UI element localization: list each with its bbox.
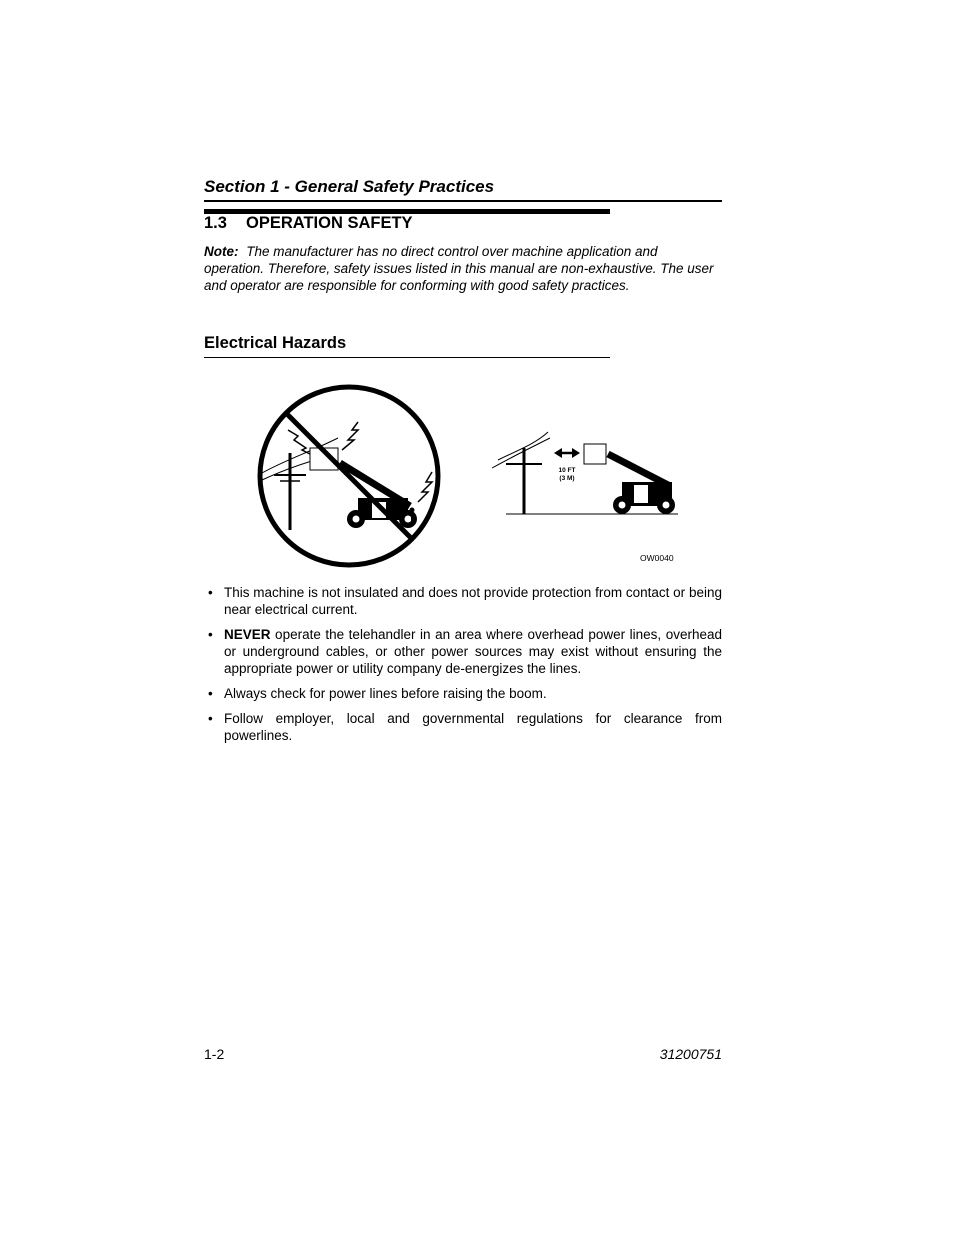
note-text: The manufacturer has no direct control over machine application and operation. Therefore, safety issues listed in this manual are non-exhaustive. The user and operator are responsible for conforming with good safety practices. (204, 244, 714, 293)
bullet-symbol: • (208, 585, 213, 600)
bullet-text: operate the telehandler in an area where overhead power lines, overhead or underground cables, or other power sources may exist without ensuring the appropriate power or utility company de-energizes the lines. (224, 627, 722, 676)
page-number: 1-2 (204, 1046, 225, 1062)
figure-code: OW0040 (640, 553, 674, 563)
electrical-hazard-illustration (240, 378, 690, 578)
bullet-text: Follow employer, local and governmental regulations for clearance from powerlines. (224, 711, 722, 743)
clearance-distance-ft: 10 FT (558, 467, 576, 474)
header-rule (204, 200, 722, 202)
list-item (204, 710, 722, 744)
section-heading (204, 214, 413, 233)
document-number: 31200751 (659, 1046, 722, 1062)
note-paragraph (204, 243, 714, 294)
heading-number: 1.3 (204, 214, 227, 232)
safety-bullet-list (204, 584, 722, 752)
bullet-symbol: • (208, 686, 213, 701)
subsection-title: Electrical Hazards (204, 334, 347, 352)
list-item (204, 584, 722, 618)
section-title: Section 1 - General Safety Practices (204, 177, 495, 196)
clearance-distance-m: (3 M) (559, 475, 575, 482)
bullet-text: Always check for power lines before raising the boom. (224, 686, 547, 701)
list-item (204, 626, 722, 677)
bullet-text: This machine is not insulated and does not provide protection from contact or being near electrical current. (224, 585, 722, 617)
safe-clearance-scene (492, 432, 678, 514)
list-item (204, 685, 722, 702)
heading-text: OPERATION SAFETY (246, 214, 413, 232)
bullet-symbol: • (208, 711, 213, 726)
bullet-emphasis: NEVER (224, 627, 271, 642)
note-label: Note: (204, 244, 239, 259)
bullet-symbol: • (208, 627, 213, 642)
prohibited-scene (260, 387, 438, 565)
subsection-rule (204, 357, 610, 358)
